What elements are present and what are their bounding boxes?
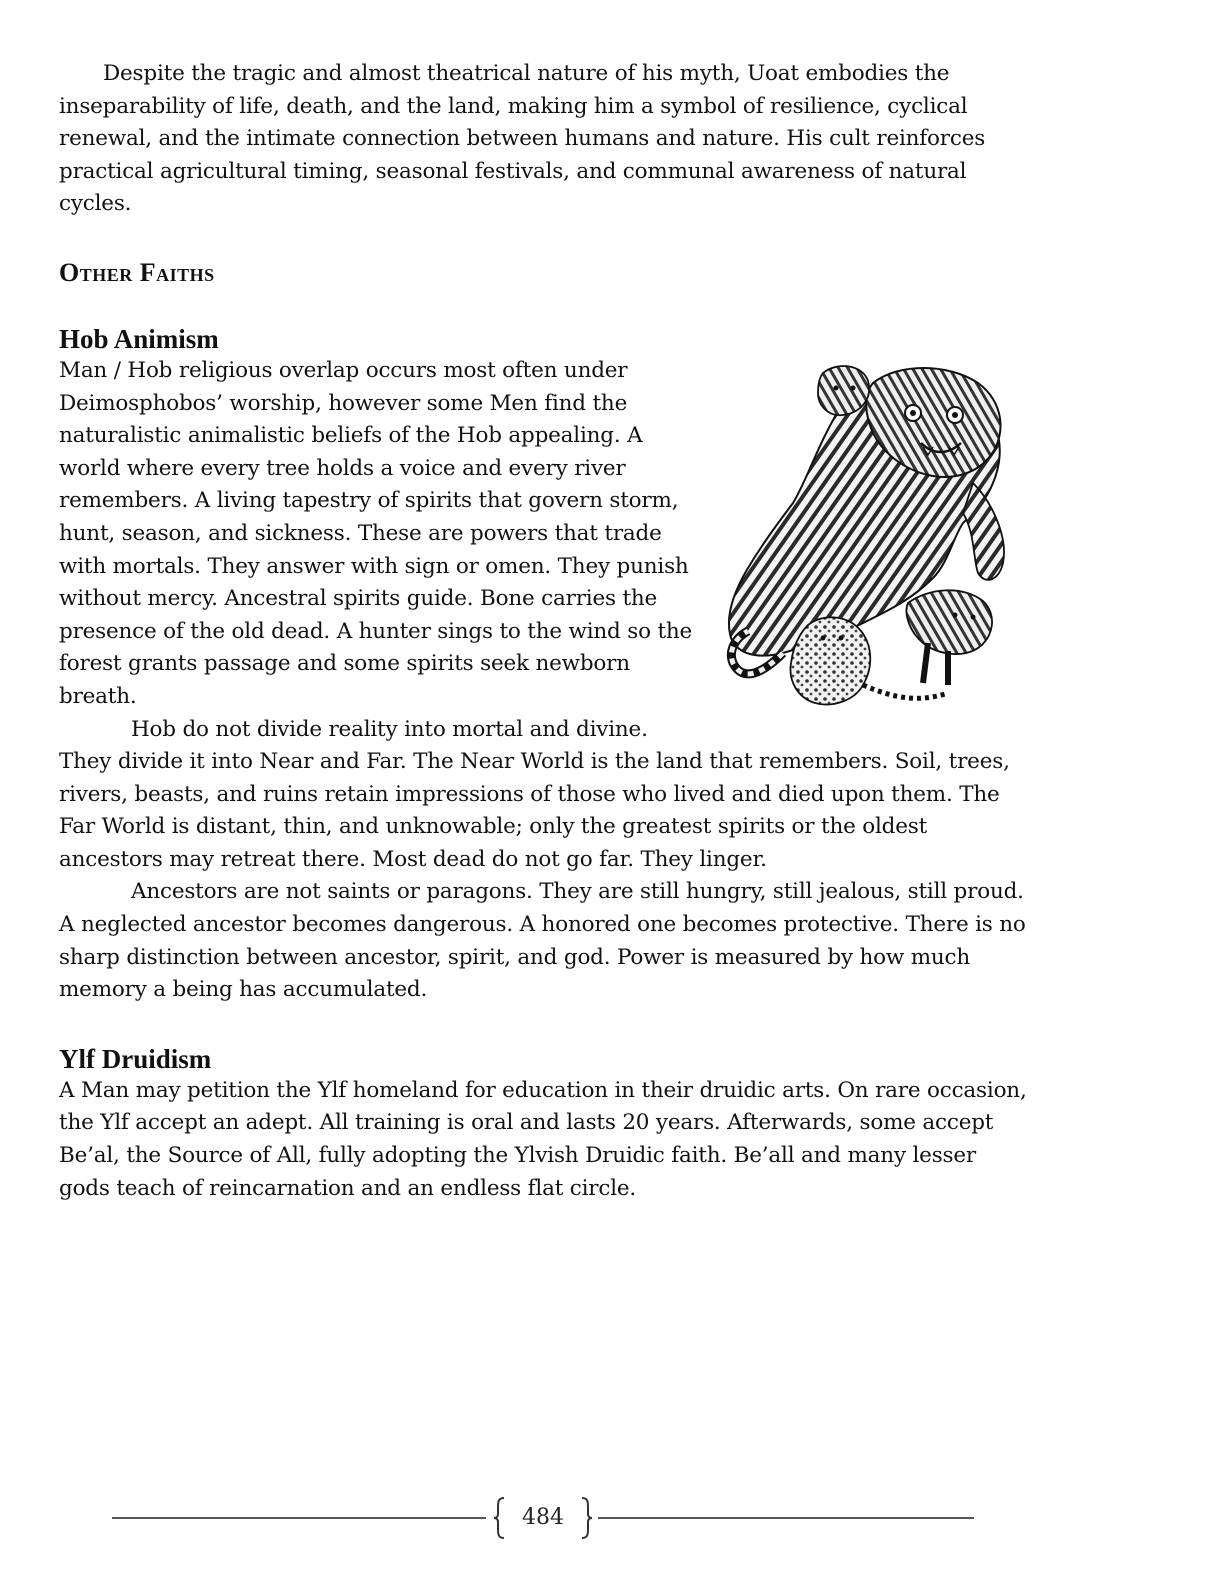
ylf-druidism-heading: Ylf Druidism <box>59 1043 212 1074</box>
footer-rule-left <box>112 1517 486 1519</box>
left-brace-icon <box>492 1496 506 1540</box>
hob-paragraph-1: Man / Hob religious overlap occurs most often under Deimosphobos’ worship, however some Men find the naturalistic animalistic beliefs of the Hob appealing. A world where every tree holds a voice and every river remembers. A living tapestry of spirits that govern storm, hunt, season, and sickness. These are powers that trade with mortals. They answer with sign or omen. They punish without mercy. Ancestral spirits guide. Bone carries the presence of the old dead. A hunter sings to the wind so the forest grants passage and some spirits seek newborn breath. <box>59 357 693 709</box>
intro-paragraph: Despite the tragic and almost theatrical nature of his myth, Uoat embodies the inseparability of life, death, and the land, making him a symbol of resilience, cyclical renewal, and the intimate connection between humans and nature. His cult reinforces practical agricultural timing, seasonal festivals, and communal awareness of natural cycles. <box>59 61 986 217</box>
right-brace-icon <box>580 1496 594 1540</box>
footer-rule-right <box>598 1517 974 1519</box>
section-title: Other Faiths <box>59 257 215 287</box>
page-number: 484 <box>522 1505 564 1530</box>
page-footer <box>112 1496 974 1540</box>
tiger-family-illustration <box>723 363 1015 715</box>
hob-animism-heading: Hob Animism <box>59 323 219 354</box>
ylf-paragraph-1: A Man may petition the Ylf homeland for education in their druidic arts. On rare occasion, the Ylf accept an adept. All training is oral and lasts 20 years. Afterwards, some accept Be’al, the Source of All, fully adopting the Ylvish Druidic faith. Be’all and many lesser gods teach of reincarnation and an endless flat circle. <box>59 1077 1027 1201</box>
hob-paragraph-2: Hob do not divide reality into mortal and divine. They divide it into Near and Far. The Near World is the land that remembers. Soil, trees, rivers, beasts, and ruins retain impressions of those who lived and died upon them. The Far World is distant, thin, and unknowable; only the greatest spirits or the oldest ancestors may retreat there. Most dead do not go far. They linger. <box>59 716 1010 872</box>
hob-paragraph-3: Ancestors are not saints or paragons. They are still hungry, still jealous, still proud. A neglected ancestor becomes dangerous. A honored one becomes protective. There is no sharp distinction between ancestor, spirit, and god. Power is measured by how much memory a being has accumulated. <box>59 879 1026 1003</box>
page-content <box>59 58 1029 1205</box>
